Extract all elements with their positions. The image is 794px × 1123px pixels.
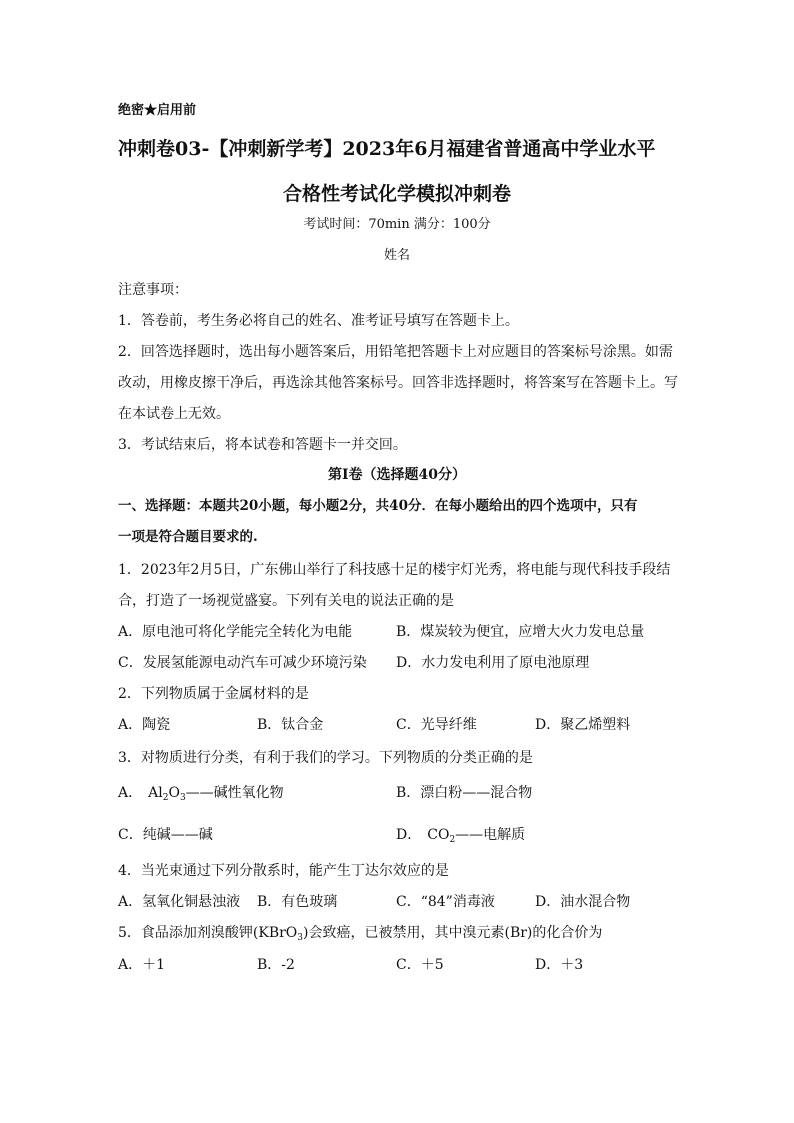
section-intro-line1: 一、选择题：本题共20小题，每小题2分，共40分．在每小题给出的四个选项中，只有	[118, 498, 638, 514]
q2-stem: 2．下列物质属于金属材料的是	[118, 686, 309, 702]
name-label: 姓名	[383, 248, 410, 263]
q1-stem-line2: 合，打造了一场视觉盛宴。下列有关电的说法正确的是	[118, 593, 454, 609]
exam-info: 考试时间：70min 满分：100分	[303, 217, 491, 232]
q1-option-a: A．原电池可将化学能完全转化为电能	[118, 624, 353, 640]
q5-stem: 5．食品添加剂溴酸钾(KBrO$_3$)会致癌，已被禁用，其中溴元素(Br)的化合价为	[118, 925, 603, 943]
note-item-1: 1．答卷前，考生务必将自己的姓名、准考证号填写在答题卡上。	[118, 313, 519, 329]
q2-option-c: C．光导纤维	[396, 717, 477, 733]
q1-option-c: C．发展氢能源电动汽车可减少环境污染	[118, 655, 367, 671]
exam-title-line1: 冲刺卷03-【冲刺新学考】2023年6月福建省普通高中学业水平	[118, 138, 656, 160]
q2-option-b: B．钛合金	[257, 717, 324, 733]
q4-stem: 4．当光束通过下列分散系时，能产生丁达尔效应的是	[118, 863, 449, 879]
q3-option-b: B．漂白粉——混合物	[396, 785, 533, 801]
q4-option-c: C．“84”消毒液	[396, 894, 495, 910]
q3-stem: 3．对物质进行分类，有利于我们的学习。下列物质的分类正确的是	[118, 750, 533, 766]
note-item-2-line1: 2．回答选择题时，选出每小题答案后，用铅笔把答题卡上对应题目的答案标号涂黑。如需	[118, 344, 673, 360]
q3-option-c: C．纯碱——碱	[118, 827, 213, 843]
note-item-2-line2: 改动，用橡皮擦干净后，再选涂其他答案标号。回答非选择题时，将答案写在答题卡上。写	[118, 375, 678, 391]
note-item-3: 3．考试结束后，将本试卷和答题卡一并交回。	[118, 437, 407, 453]
q1-stem-line1: 1．2023年2月5日，广东佛山举行了科技感十足的楼宇灯光秀，将电能与现代科技手段结	[118, 562, 671, 578]
q5-option-c: C．＋5	[396, 957, 444, 973]
q3-option-a: A． $Al_2O_3——$碱性氧化物	[118, 785, 284, 803]
q1-option-b: B．煤炭较为便宜，应增大火力发电总量	[396, 624, 645, 640]
note-item-2-line3: 在本试卷上无效。	[118, 406, 230, 422]
q2-option-d: D．聚乙烯塑料	[535, 717, 631, 733]
q4-option-b: B．有色玻璃	[257, 894, 338, 910]
q5-option-d: D．＋3	[535, 957, 584, 973]
exam-title-line2: 合格性考试化学模拟冲刺卷	[282, 183, 511, 205]
q3-option-d: D． $CO_2——$电解质	[396, 827, 526, 845]
q2-option-a: A．陶瓷	[118, 717, 171, 733]
q5-option-b: B．-2	[257, 957, 295, 973]
q5-option-a: A．＋1	[118, 957, 166, 973]
q4-option-d: D．油水混合物	[535, 894, 631, 910]
secret-mark: 绝密★启用前	[118, 103, 197, 118]
q4-option-a: A．氢氧化铜悬浊液	[118, 894, 241, 910]
section-heading: 第Ⅰ卷（选择题40分）	[327, 467, 467, 483]
q1-option-d: D．水力发电利用了原电池原理	[396, 655, 590, 671]
section-intro-line2: 一项是符合题目要求的.	[118, 529, 258, 545]
notes-heading: 注意事项：	[118, 282, 188, 298]
